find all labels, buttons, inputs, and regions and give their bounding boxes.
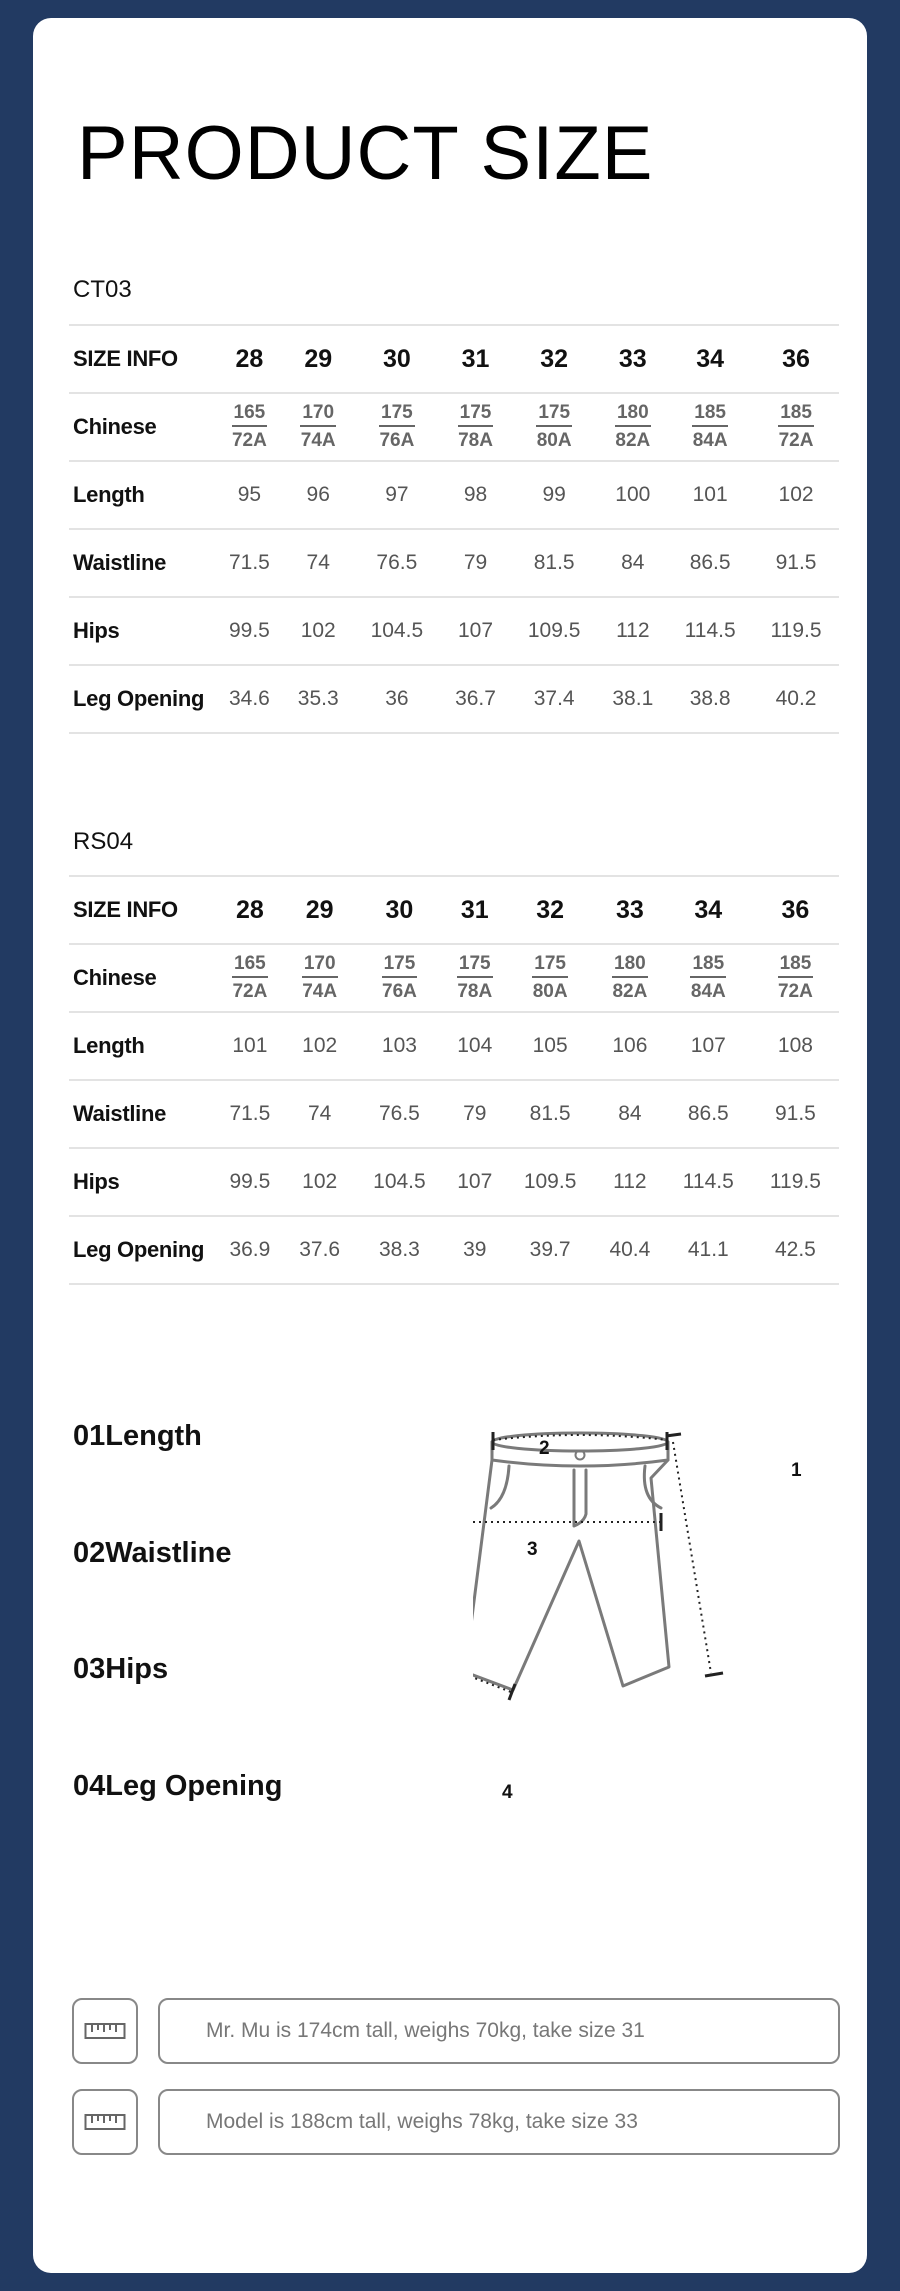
value-cell: 104 xyxy=(444,1012,505,1080)
value-cell: 109.5 xyxy=(505,1148,595,1216)
marker-2: 2 xyxy=(539,1438,550,1459)
value-cell: 71.5 xyxy=(215,1080,285,1148)
height-value: 165 xyxy=(232,403,268,427)
legend-hips: 03Hips xyxy=(73,1653,169,1685)
waist-code: 82A xyxy=(612,980,648,1002)
table-row-hips xyxy=(69,1148,839,1216)
size-table-rs04 xyxy=(69,875,839,1285)
chinese-size-cell xyxy=(595,944,665,1012)
chinese-size-cell xyxy=(598,393,667,461)
row-label: Hips xyxy=(69,597,215,665)
chinese-size-cell xyxy=(665,944,752,1012)
value-cell: 38.8 xyxy=(667,665,753,733)
height-value: 185 xyxy=(692,403,728,427)
size-header: 28 xyxy=(215,876,285,944)
value-cell: 100 xyxy=(598,461,667,529)
chinese-size-cell xyxy=(215,393,284,461)
value-cell: 99 xyxy=(510,461,598,529)
height-value: 175 xyxy=(458,403,494,427)
value-cell: 36 xyxy=(353,665,441,733)
header-label: SIZE INFO xyxy=(69,876,215,944)
measurement-lines xyxy=(473,1432,723,1700)
value-cell: 101 xyxy=(667,461,753,529)
table-row-waistline xyxy=(69,1080,839,1148)
value-cell: 98 xyxy=(441,461,510,529)
height-value: 185 xyxy=(778,403,814,427)
row-label: Waistline xyxy=(69,529,215,597)
chinese-size-cell xyxy=(441,393,510,461)
height-value: 170 xyxy=(302,954,338,978)
value-cell: 95 xyxy=(215,461,284,529)
size-header: 34 xyxy=(667,325,753,393)
height-value: 175 xyxy=(457,954,493,978)
size-header: 31 xyxy=(441,325,510,393)
value-cell: 104.5 xyxy=(353,597,441,665)
ruler-icon-box xyxy=(72,2089,138,2155)
value-cell: 37.6 xyxy=(285,1216,355,1284)
header-label: SIZE INFO xyxy=(69,325,215,393)
value-cell: 39 xyxy=(444,1216,505,1284)
value-cell: 84 xyxy=(595,1080,665,1148)
row-label: Hips xyxy=(69,1148,215,1216)
height-value: 175 xyxy=(382,954,418,978)
page-title: PRODUCT SIZE xyxy=(77,111,654,196)
chinese-size-cell xyxy=(752,944,839,1012)
waist-code: 72A xyxy=(777,980,813,1002)
value-cell: 36.9 xyxy=(215,1216,285,1284)
value-cell: 76.5 xyxy=(355,1080,445,1148)
row-label: Leg Opening xyxy=(69,1216,215,1284)
value-cell: 107 xyxy=(441,597,510,665)
row-label: Chinese xyxy=(69,944,215,1012)
table-row-chinese xyxy=(69,944,839,1012)
content-card xyxy=(33,18,867,2273)
size-header: 34 xyxy=(665,876,752,944)
waist-code: 72A xyxy=(232,980,268,1002)
chinese-size-cell xyxy=(510,393,598,461)
chinese-size-cell xyxy=(444,944,505,1012)
waist-code: 74A xyxy=(300,429,336,451)
value-cell: 81.5 xyxy=(505,1080,595,1148)
size-header: 33 xyxy=(595,876,665,944)
value-cell: 108 xyxy=(752,1012,839,1080)
size-header: 31 xyxy=(444,876,505,944)
value-cell: 84 xyxy=(598,529,667,597)
value-cell: 112 xyxy=(598,597,667,665)
table-row-chinese xyxy=(69,393,839,461)
size-header: 29 xyxy=(284,325,353,393)
value-cell: 97 xyxy=(353,461,441,529)
value-cell: 40.4 xyxy=(595,1216,665,1284)
pants-diagram xyxy=(473,1426,823,1826)
waist-code: 72A xyxy=(231,429,267,451)
value-cell: 91.5 xyxy=(753,529,839,597)
waist-code: 80A xyxy=(536,429,572,451)
section-code-ct03: CT03 xyxy=(73,276,132,303)
chinese-size-cell xyxy=(667,393,753,461)
waist-code: 84A xyxy=(690,980,726,1002)
chinese-size-cell xyxy=(284,393,353,461)
size-header: 28 xyxy=(215,325,284,393)
legend-leg-opening: 04Leg Opening xyxy=(73,1770,283,1802)
chinese-size-cell xyxy=(753,393,839,461)
value-cell: 71.5 xyxy=(215,529,284,597)
value-cell: 101 xyxy=(215,1012,285,1080)
row-label: Chinese xyxy=(69,393,215,461)
value-cell: 119.5 xyxy=(753,597,839,665)
model-info-text: Mr. Mu is 174cm tall, weighs 70kg, take size 31 xyxy=(158,1998,840,2064)
marker-3: 3 xyxy=(527,1539,538,1560)
value-cell: 86.5 xyxy=(665,1080,752,1148)
waist-code: 76A xyxy=(379,429,415,451)
ruler-icon xyxy=(84,2112,126,2132)
value-cell: 104.5 xyxy=(355,1148,445,1216)
size-header: 30 xyxy=(353,325,441,393)
waist-code: 84A xyxy=(692,429,728,451)
height-value: 185 xyxy=(778,954,814,978)
value-cell: 102 xyxy=(285,1148,355,1216)
row-label: Length xyxy=(69,1012,215,1080)
value-cell: 114.5 xyxy=(667,597,753,665)
value-cell: 74 xyxy=(284,529,353,597)
pants-icon xyxy=(473,1433,669,1690)
height-value: 170 xyxy=(300,403,336,427)
value-cell: 99.5 xyxy=(215,1148,285,1216)
size-header: 30 xyxy=(355,876,445,944)
chinese-size-cell xyxy=(505,944,595,1012)
row-label: Waistline xyxy=(69,1080,215,1148)
value-cell: 86.5 xyxy=(667,529,753,597)
value-cell: 102 xyxy=(285,1012,355,1080)
value-cell: 37.4 xyxy=(510,665,598,733)
value-cell: 79 xyxy=(441,529,510,597)
chinese-size-cell xyxy=(355,944,445,1012)
value-cell: 34.6 xyxy=(215,665,284,733)
waist-code: 78A xyxy=(457,980,493,1002)
height-value: 180 xyxy=(612,954,648,978)
size-header: 32 xyxy=(505,876,595,944)
value-cell: 38.1 xyxy=(598,665,667,733)
height-value: 185 xyxy=(690,954,726,978)
value-cell: 41.1 xyxy=(665,1216,752,1284)
value-cell: 107 xyxy=(665,1012,752,1080)
waist-code: 74A xyxy=(302,980,338,1002)
height-value: 175 xyxy=(379,403,415,427)
value-cell: 103 xyxy=(355,1012,445,1080)
size-header: 36 xyxy=(753,325,839,393)
marker-4: 4 xyxy=(502,1782,513,1803)
legend-waistline: 02Waistline xyxy=(73,1537,232,1569)
waist-code: 82A xyxy=(615,429,651,451)
value-cell: 102 xyxy=(753,461,839,529)
chinese-size-cell xyxy=(285,944,355,1012)
value-cell: 99.5 xyxy=(215,597,284,665)
waist-code: 72A xyxy=(778,429,814,451)
model-info-row xyxy=(72,1998,842,2066)
waist-code: 76A xyxy=(382,980,417,1002)
value-cell: 96 xyxy=(284,461,353,529)
value-cell: 42.5 xyxy=(752,1216,839,1284)
value-cell: 91.5 xyxy=(752,1080,839,1148)
table-row-hips xyxy=(69,597,839,665)
table-row-length xyxy=(69,1012,839,1080)
value-cell: 106 xyxy=(595,1012,665,1080)
height-value: 175 xyxy=(532,954,568,978)
table-row-leg-opening xyxy=(69,1216,839,1284)
value-cell: 112 xyxy=(595,1148,665,1216)
value-cell: 119.5 xyxy=(752,1148,839,1216)
value-cell: 35.3 xyxy=(284,665,353,733)
value-cell: 114.5 xyxy=(665,1148,752,1216)
size-header: 33 xyxy=(598,325,667,393)
waist-code: 80A xyxy=(532,980,568,1002)
table-header-row xyxy=(69,876,839,944)
value-cell: 74 xyxy=(285,1080,355,1148)
ruler-icon xyxy=(84,2021,126,2041)
table-header-row xyxy=(69,325,839,393)
table-row-length xyxy=(69,461,839,529)
row-label: Length xyxy=(69,461,215,529)
value-cell: 79 xyxy=(444,1080,505,1148)
value-cell: 102 xyxy=(284,597,353,665)
table-row-leg-opening xyxy=(69,665,839,733)
model-info-text: Model is 188cm tall, weighs 78kg, take size 33 xyxy=(158,2089,840,2155)
height-value: 180 xyxy=(615,403,651,427)
value-cell: 40.2 xyxy=(753,665,839,733)
marker-1: 1 xyxy=(791,1460,802,1481)
row-label: Leg Opening xyxy=(69,665,215,733)
size-header: 29 xyxy=(285,876,355,944)
value-cell: 105 xyxy=(505,1012,595,1080)
size-header: 32 xyxy=(510,325,598,393)
value-cell: 39.7 xyxy=(505,1216,595,1284)
value-cell: 76.5 xyxy=(353,529,441,597)
height-value: 165 xyxy=(232,954,268,978)
ruler-icon-box xyxy=(72,1998,138,2064)
waist-code: 78A xyxy=(458,429,493,451)
value-cell: 107 xyxy=(444,1148,505,1216)
value-cell: 38.3 xyxy=(355,1216,445,1284)
value-cell: 81.5 xyxy=(510,529,598,597)
value-cell: 36.7 xyxy=(441,665,510,733)
height-value: 175 xyxy=(536,403,572,427)
chinese-size-cell xyxy=(215,944,285,1012)
size-table-ct03 xyxy=(69,324,839,734)
chinese-size-cell xyxy=(353,393,441,461)
value-cell: 109.5 xyxy=(510,597,598,665)
model-info-row xyxy=(72,2089,842,2157)
table-row-waistline xyxy=(69,529,839,597)
section-code-rs04: RS04 xyxy=(73,828,134,855)
size-header: 36 xyxy=(752,876,839,944)
legend-length: 01Length xyxy=(73,1420,202,1452)
